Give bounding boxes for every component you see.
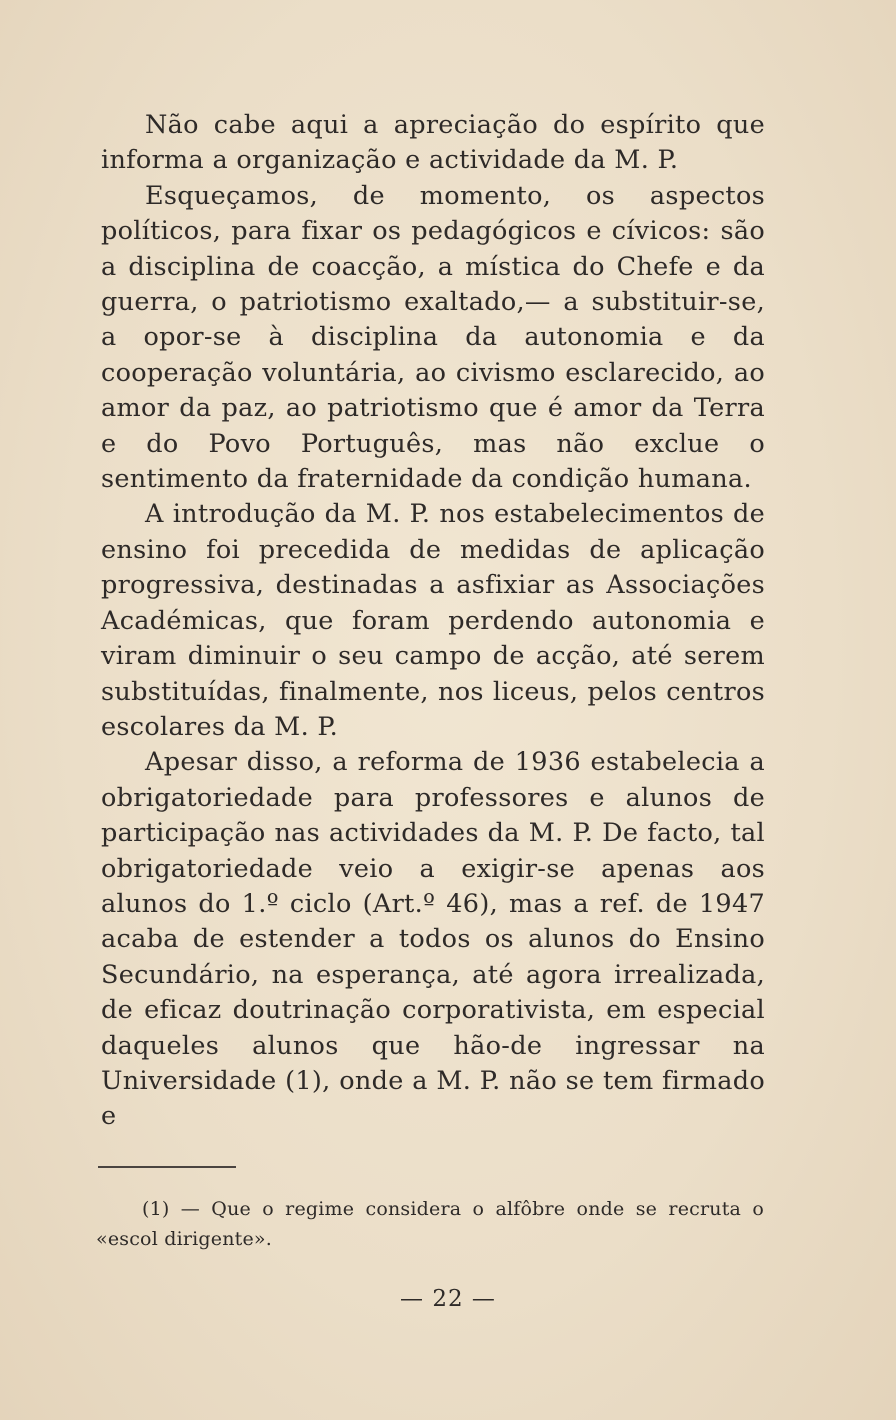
paragraph-1: Não cabe aqui a apreciação do espírito que informa a organização e actividade da M. P. bbox=[101, 110, 765, 176]
paragraph-2: Esqueçamos, de momento, os aspectos políticos, para fixar os pedagógicos e cívicos: são a disciplina de coacção, a mística do Chefe e da guerra, o patriotismo exaltado,— a substituir-se, a opor-se à disciplina da autonomia e da cooperação voluntária, ao civismo esclarecido, ao amor da paz, ao patriotismo que é amor da Terra e do Povo Português, mas não exclue o sentimento da fraternidade da condição humana. bbox=[101, 180, 765, 495]
footnote-separator bbox=[98, 1166, 236, 1168]
body-text bbox=[101, 108, 765, 1135]
paragraph-4: Apesar disso, a reforma de 1936 estabelecia a obrigatoriedade para professores e alunos de participação nas actividades da M. P. De facto, tal obrigatoriedade veio a exigir-se apenas aos alunos do 1.º ciclo (Art.º 46), mas a ref. de 1947 acaba de estender a todos os alunos do Ensino Secundário, na esperança, até agora irrealizada, de eficaz doutrinação corporativista, em especial daqueles alunos que hão-de ingressar na Universidade (1), onde a M. P. não se tem firmado e bbox=[101, 747, 765, 1132]
paragraph-3: A introdução da M. P. nos estabelecimentos de ensino foi precedida de medidas de aplicação progressiva, destinadas a asfixiar as Associações Académicas, que foram perdendo autonomia e viram diminuir o seu campo de acção, até serem substituídas, finalmente, nos liceus, pelos centros escolares da M. P. bbox=[101, 499, 765, 742]
page-number: — 22 — bbox=[400, 1286, 496, 1312]
footnote: (1) — Que o regime considera o alfôbre onde se recruta o «escol dirigente». bbox=[96, 1198, 764, 1250]
